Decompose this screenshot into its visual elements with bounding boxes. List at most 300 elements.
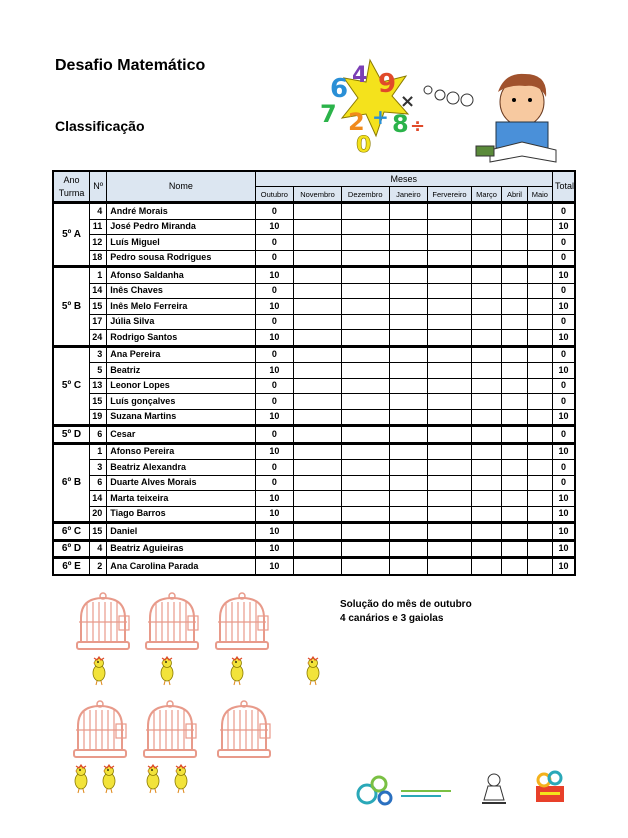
score-empty — [527, 378, 552, 394]
score-empty — [428, 523, 472, 541]
canary-icon — [98, 764, 120, 794]
table-row — [53, 523, 575, 541]
score-empty — [389, 426, 428, 444]
score-empty — [389, 378, 428, 394]
birdcage-icon — [75, 592, 131, 654]
student-number: 1 — [90, 443, 107, 460]
score-empty — [502, 283, 527, 299]
student-name: Afonso Saldanha — [107, 267, 255, 284]
score-empty — [428, 203, 472, 220]
student-number: 19 — [90, 409, 107, 426]
score-empty — [389, 558, 428, 575]
score-empty — [294, 267, 342, 284]
turma-cell: 6º C — [53, 523, 90, 541]
canary-icon — [142, 764, 164, 794]
table-row — [53, 460, 575, 476]
student-number: 2 — [90, 558, 107, 575]
score-empty — [527, 330, 552, 347]
score-empty — [471, 426, 501, 444]
table-row — [53, 394, 575, 410]
table-row — [53, 409, 575, 426]
turma-cell: 6º B — [53, 443, 90, 523]
student-name: Cesar — [107, 426, 255, 444]
score-empty — [389, 460, 428, 476]
score-empty — [471, 250, 501, 267]
score-outubro: 10 — [255, 491, 294, 507]
score-outubro: 0 — [255, 314, 294, 330]
score-empty — [527, 346, 552, 363]
student-name: Beatriz Aguieiras — [107, 540, 255, 558]
score-outubro: 10 — [255, 443, 294, 460]
score-outubro: 0 — [255, 394, 294, 410]
turma-group — [53, 426, 575, 444]
student-name: Luís Miguel — [107, 235, 255, 251]
score-empty — [341, 299, 389, 315]
score-empty — [341, 443, 389, 460]
student-name: Rodrigo Santos — [107, 330, 255, 347]
score-empty — [527, 558, 552, 575]
score-empty — [428, 314, 472, 330]
student-name: Daniel — [107, 523, 255, 541]
score-total: 0 — [553, 394, 575, 410]
svg-text:8: 8 — [392, 110, 409, 138]
score-empty — [471, 203, 501, 220]
score-empty — [502, 540, 527, 558]
score-total: 10 — [553, 558, 575, 575]
club-logo — [478, 770, 510, 808]
score-empty — [428, 235, 472, 251]
score-empty — [294, 475, 342, 491]
score-total: 10 — [553, 540, 575, 558]
score-empty — [294, 540, 342, 558]
score-empty — [527, 443, 552, 460]
birdcage-icon — [72, 700, 128, 762]
score-empty — [471, 460, 501, 476]
score-empty — [471, 235, 501, 251]
score-empty — [471, 267, 501, 284]
score-empty — [502, 219, 527, 235]
turma-cell: 5º D — [53, 426, 90, 444]
score-total: 10 — [553, 267, 575, 284]
score-empty — [502, 378, 527, 394]
score-empty — [428, 378, 472, 394]
score-outubro: 0 — [255, 235, 294, 251]
score-empty — [294, 558, 342, 575]
canary-icon — [88, 656, 110, 686]
student-name: Pedro sousa Rodrigues — [107, 250, 255, 267]
student-name: Duarte Alves Morais — [107, 475, 255, 491]
score-total: 10 — [553, 219, 575, 235]
score-empty — [527, 426, 552, 444]
score-total: 10 — [553, 330, 575, 347]
score-empty — [341, 283, 389, 299]
header-meses: Meses — [255, 171, 552, 187]
score-empty — [341, 523, 389, 541]
score-empty — [389, 523, 428, 541]
score-empty — [471, 363, 501, 379]
score-outubro: 10 — [255, 363, 294, 379]
score-empty — [527, 219, 552, 235]
score-empty — [502, 491, 527, 507]
header-month-2: Dezembro — [341, 187, 389, 203]
student-number: 18 — [90, 250, 107, 267]
score-empty — [294, 330, 342, 347]
table-row — [53, 378, 575, 394]
score-empty — [471, 219, 501, 235]
score-empty — [341, 219, 389, 235]
score-empty — [294, 346, 342, 363]
score-empty — [527, 540, 552, 558]
score-empty — [294, 299, 342, 315]
score-empty — [471, 540, 501, 558]
score-empty — [502, 346, 527, 363]
header-month-5: Março — [471, 187, 501, 203]
score-empty — [341, 267, 389, 284]
score-empty — [294, 235, 342, 251]
table-row — [53, 235, 575, 251]
score-total: 10 — [553, 299, 575, 315]
table-row — [53, 443, 575, 460]
turma-cell: 5º A — [53, 203, 90, 267]
header-month-6: Abril — [502, 187, 527, 203]
table-row — [53, 219, 575, 235]
score-empty — [471, 523, 501, 541]
canary-icon — [302, 656, 324, 686]
score-outubro: 0 — [255, 475, 294, 491]
birdcage-icon — [214, 592, 270, 654]
score-empty — [341, 558, 389, 575]
student-number: 4 — [90, 203, 107, 220]
svg-text:4: 4 — [352, 63, 368, 88]
score-outubro: 0 — [255, 283, 294, 299]
score-empty — [527, 523, 552, 541]
score-empty — [471, 491, 501, 507]
score-empty — [502, 235, 527, 251]
header-month-3: Janeiro — [389, 187, 428, 203]
score-empty — [389, 540, 428, 558]
turma-group — [53, 443, 575, 523]
student-number: 15 — [90, 523, 107, 541]
score-empty — [428, 219, 472, 235]
score-empty — [341, 394, 389, 410]
table-row — [53, 475, 575, 491]
score-empty — [294, 378, 342, 394]
score-total: 0 — [553, 426, 575, 444]
student-name: Beatriz Alexandra — [107, 460, 255, 476]
score-empty — [428, 491, 472, 507]
score-empty — [341, 491, 389, 507]
score-empty — [471, 314, 501, 330]
score-empty — [471, 443, 501, 460]
turma-group — [53, 558, 575, 575]
score-empty — [294, 203, 342, 220]
score-empty — [341, 409, 389, 426]
canary-icon — [170, 764, 192, 794]
score-empty — [471, 283, 501, 299]
header-total: Total — [553, 171, 575, 203]
section-title: Classificação — [55, 118, 145, 134]
score-empty — [527, 475, 552, 491]
turma-group — [53, 267, 575, 347]
student-number: 13 — [90, 378, 107, 394]
score-empty — [471, 299, 501, 315]
score-empty — [428, 346, 472, 363]
student-name: Ana Pereira — [107, 346, 255, 363]
turma-cell: 6º D — [53, 540, 90, 558]
student-name: Inês Chaves — [107, 283, 255, 299]
score-empty — [502, 523, 527, 541]
score-empty — [389, 491, 428, 507]
score-empty — [341, 460, 389, 476]
score-empty — [341, 540, 389, 558]
score-total: 10 — [553, 523, 575, 541]
score-empty — [294, 460, 342, 476]
score-total: 0 — [553, 250, 575, 267]
score-empty — [294, 363, 342, 379]
score-total: 0 — [553, 378, 575, 394]
score-empty — [471, 394, 501, 410]
score-empty — [294, 443, 342, 460]
score-empty — [294, 409, 342, 426]
score-empty — [294, 394, 342, 410]
page-title: Desafio Matemático — [55, 57, 206, 74]
solution-title: Solução do mês de outubro — [340, 599, 472, 610]
score-empty — [389, 363, 428, 379]
score-empty — [428, 443, 472, 460]
score-total: 0 — [553, 235, 575, 251]
turma-cell: 5º C — [53, 346, 90, 426]
score-empty — [502, 409, 527, 426]
student-name: Marta teixeira — [107, 491, 255, 507]
table-row — [53, 558, 575, 575]
score-empty — [389, 475, 428, 491]
score-total: 0 — [553, 475, 575, 491]
score-empty — [502, 363, 527, 379]
score-outubro: 0 — [255, 426, 294, 444]
header-numero: Nº — [90, 171, 107, 203]
birdcage-icon — [142, 700, 198, 762]
score-empty — [389, 250, 428, 267]
score-empty — [471, 378, 501, 394]
table-row — [53, 267, 575, 284]
score-empty — [341, 250, 389, 267]
score-empty — [527, 460, 552, 476]
student-number: 1 — [90, 267, 107, 284]
turma-cell: 6º E — [53, 558, 90, 575]
score-empty — [341, 426, 389, 444]
score-empty — [428, 283, 472, 299]
student-number: 17 — [90, 314, 107, 330]
score-empty — [527, 250, 552, 267]
score-empty — [389, 394, 428, 410]
score-empty — [341, 363, 389, 379]
score-outubro: 0 — [255, 378, 294, 394]
score-empty — [471, 346, 501, 363]
svg-text:×: × — [400, 91, 416, 112]
score-empty — [502, 506, 527, 523]
student-number: 20 — [90, 506, 107, 523]
header-month-4: Fervereiro — [428, 187, 472, 203]
score-empty — [502, 460, 527, 476]
score-empty — [341, 235, 389, 251]
score-total: 10 — [553, 443, 575, 460]
score-empty — [389, 283, 428, 299]
score-total: 10 — [553, 491, 575, 507]
canary-icon — [226, 656, 248, 686]
header-month-7: Maio — [527, 187, 552, 203]
student-number: 15 — [90, 299, 107, 315]
score-empty — [389, 314, 428, 330]
score-empty — [428, 475, 472, 491]
canary-icon — [70, 764, 92, 794]
score-empty — [428, 363, 472, 379]
svg-text:0: 0 — [356, 133, 372, 158]
score-empty — [502, 443, 527, 460]
turma-group — [53, 523, 575, 541]
student-number: 5 — [90, 363, 107, 379]
score-empty — [502, 203, 527, 220]
score-empty — [341, 378, 389, 394]
header-month-0: Outubro — [255, 187, 294, 203]
svg-text:9: 9 — [378, 69, 397, 99]
score-total: 10 — [553, 409, 575, 426]
score-outubro: 10 — [255, 299, 294, 315]
score-empty — [527, 363, 552, 379]
score-outubro: 0 — [255, 203, 294, 220]
score-empty — [502, 394, 527, 410]
turma-group — [53, 346, 575, 426]
score-empty — [502, 558, 527, 575]
birdcage-icon — [144, 592, 200, 654]
svg-text:2: 2 — [348, 108, 365, 136]
score-empty — [502, 267, 527, 284]
score-total: 0 — [553, 203, 575, 220]
score-empty — [294, 523, 342, 541]
score-empty — [389, 299, 428, 315]
classification-table — [52, 170, 576, 576]
header-month-1: Novembro — [294, 187, 342, 203]
student-number: 6 — [90, 426, 107, 444]
birdcage-icon — [216, 700, 272, 762]
score-empty — [428, 299, 472, 315]
score-empty — [389, 330, 428, 347]
score-empty — [527, 314, 552, 330]
score-empty — [428, 506, 472, 523]
canary-icon — [156, 656, 178, 686]
student-name: Suzana Martins — [107, 409, 255, 426]
score-empty — [527, 283, 552, 299]
score-empty — [527, 409, 552, 426]
student-number: 14 — [90, 491, 107, 507]
score-empty — [341, 314, 389, 330]
score-total: 0 — [553, 460, 575, 476]
score-empty — [527, 203, 552, 220]
table-row — [53, 540, 575, 558]
student-name: Ana Carolina Parada — [107, 558, 255, 575]
score-empty — [502, 314, 527, 330]
score-outubro: 10 — [255, 558, 294, 575]
svg-text:+: + — [372, 105, 389, 129]
score-empty — [527, 267, 552, 284]
student-number: 4 — [90, 540, 107, 558]
score-empty — [502, 250, 527, 267]
svg-text:÷: ÷ — [410, 116, 426, 137]
score-empty — [389, 346, 428, 363]
score-empty — [294, 219, 342, 235]
score-empty — [527, 506, 552, 523]
score-empty — [471, 475, 501, 491]
student-name: Luís gonçalves — [107, 394, 255, 410]
student-name: Tiago Barros — [107, 506, 255, 523]
student-number: 6 — [90, 475, 107, 491]
score-empty — [294, 250, 342, 267]
header-nome: Nome — [107, 171, 255, 203]
score-empty — [341, 203, 389, 220]
score-outubro: 10 — [255, 409, 294, 426]
student-name: José Pedro Miranda — [107, 219, 255, 235]
score-empty — [428, 460, 472, 476]
table-row — [53, 299, 575, 315]
table-row — [53, 203, 575, 220]
table-row — [53, 330, 575, 347]
score-outubro: 10 — [255, 506, 294, 523]
math-club-logo — [534, 768, 566, 804]
score-outubro: 0 — [255, 346, 294, 363]
score-empty — [389, 219, 428, 235]
table-row — [53, 426, 575, 444]
student-name: Inês Melo Ferreira — [107, 299, 255, 315]
table-row — [53, 314, 575, 330]
score-outubro: 10 — [255, 219, 294, 235]
table-row — [53, 491, 575, 507]
score-empty — [389, 235, 428, 251]
score-empty — [428, 540, 472, 558]
score-empty — [294, 506, 342, 523]
header-ano-turma: Ano Turma — [53, 171, 90, 203]
student-number: 3 — [90, 460, 107, 476]
score-empty — [471, 506, 501, 523]
score-outubro: 10 — [255, 523, 294, 541]
student-number: 11 — [90, 219, 107, 235]
student-number: 12 — [90, 235, 107, 251]
solution-answer: 4 canários e 3 gaiolas — [340, 613, 444, 624]
student-name: Beatriz — [107, 363, 255, 379]
score-empty — [389, 506, 428, 523]
score-empty — [389, 203, 428, 220]
score-empty — [527, 491, 552, 507]
score-total: 10 — [553, 506, 575, 523]
score-empty — [428, 330, 472, 347]
score-empty — [428, 409, 472, 426]
score-empty — [428, 558, 472, 575]
table-row — [53, 346, 575, 363]
student-number: 24 — [90, 330, 107, 347]
svg-text:6: 6 — [330, 74, 349, 104]
school-logo — [355, 768, 455, 808]
svg-text:7: 7 — [320, 100, 337, 128]
score-outubro: 10 — [255, 267, 294, 284]
math-boy-illustration — [300, 52, 565, 167]
score-empty — [502, 330, 527, 347]
table-row — [53, 363, 575, 379]
score-outubro: 0 — [255, 460, 294, 476]
score-empty — [502, 475, 527, 491]
score-empty — [389, 443, 428, 460]
score-empty — [294, 426, 342, 444]
score-empty — [527, 394, 552, 410]
score-empty — [294, 491, 342, 507]
student-name: André Morais — [107, 203, 255, 220]
